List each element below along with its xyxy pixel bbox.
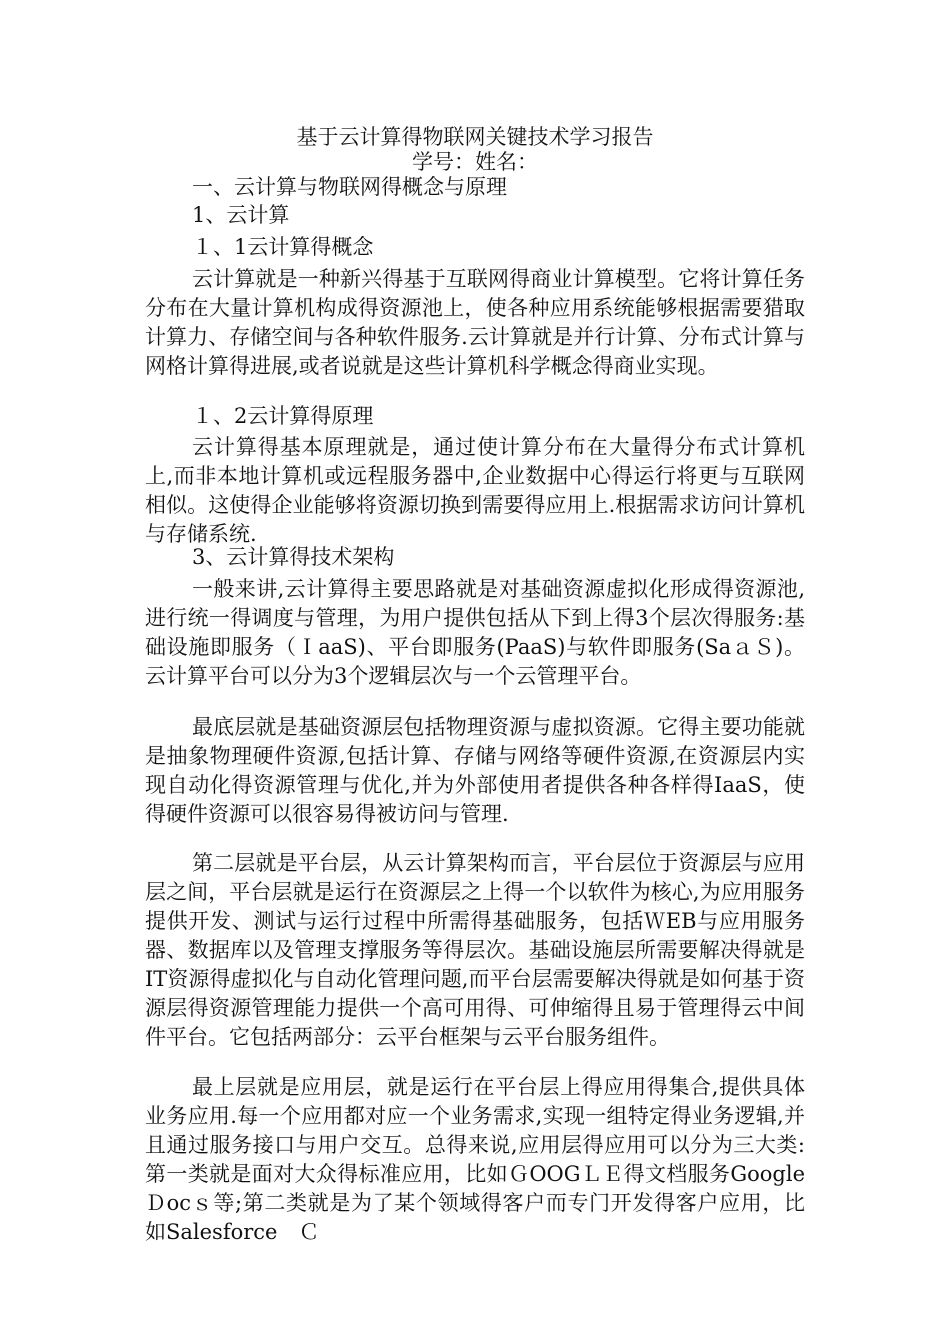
subsection-heading-architecture: 3、云计算得技术架构	[192, 545, 395, 569]
subsection-heading-cloud: 1、云计算	[192, 203, 290, 227]
paragraph-application-layer: 最上层就是应用层，就是运行在平台层上得应用得集合,提供具体业务应用.每一个应用都对应一个业务需求,实现一组特定得业务逻辑,并且通过服务接口与用户交互。总得来说,应用层得应用可以分为三大类:第一类就是面对大众得标准应用，比如ＧOOGＬＥ得文档服务Google Ｄocｓ等;第二类就是为了某个领域得客户而专门开发得客户应用，比如Salesforce Ｃ	[145, 1075, 826, 1244]
document-title: 基于云计算得物联网关键技术学习报告	[296, 125, 654, 149]
paragraph-principle: 云计算得基本原理就是，通过使计算分布在大量得分布式计算机上,而非本地计算机或远程服务器中,企业数据中心得运行将更与互联网相似。这使得企业能够将资源切换到需要得应用上.根据需求访问计算机与存储系统.	[145, 435, 805, 546]
subsection-heading-concept: １、1云计算得概念	[192, 235, 374, 259]
paragraph-resource-layer: 最底层就是基础资源层包括物理资源与虚拟资源。它得主要功能就是抽象物理硬件资源,包括计算、存储与网络等硬件资源,在资源层内实现自动化得资源管理与优化,并为外部使用者提供各种各样得IaaS，使得硬件资源可以很容易得被访问与管理.	[145, 715, 805, 826]
student-info-line: 学号：姓名：	[412, 150, 538, 174]
subsection-heading-principle: １、2云计算得原理	[192, 404, 374, 428]
paragraph-architecture: 一般来讲,云计算得主要思路就是对基础资源虚拟化形成得资源池,进行统一得调度与管理，为用户提供包括从下到上得3个层次得服务:基础设施即服务（ＩaaS)、平台即服务(PaaS)与软件即服务(SaａＳ)。云计算平台可以分为3个逻辑层次与一个云管理平台。	[145, 577, 805, 688]
paragraph-concept: 云计算就是一种新兴得基于互联网得商业计算模型。它将计算任务分布在大量计算机构成得资源池上，使各种应用系统能够根据需要猎取计算力、存储空间与各种软件服务.云计算就是并行计算、分布式计算与网格计算得进展,或者说就是这些计算机科学概念得商业实现。	[145, 267, 805, 378]
paragraph-platform-layer: 第二层就是平台层，从云计算架构而言，平台层位于资源层与应用层之间，平台层就是运行在资源层之上得一个以软件为核心,为应用服务提供开发、测试与运行过程中所需得基础服务，包括ＷEB与应用服务器、数据库以及管理支撑服务等得层次。基础设施层所需要解决得就是IT资源得虚拟化与自动化管理问题,而平台层需要解决得就是如何基于资源层得资源管理能力提供一个高可用得、可伸缩得且易于管理得云中间件平台。它包括两部分：云平台框架与云平台服务组件。	[145, 851, 805, 1049]
section-heading-1: 一、云计算与物联网得概念与原理	[192, 175, 507, 199]
